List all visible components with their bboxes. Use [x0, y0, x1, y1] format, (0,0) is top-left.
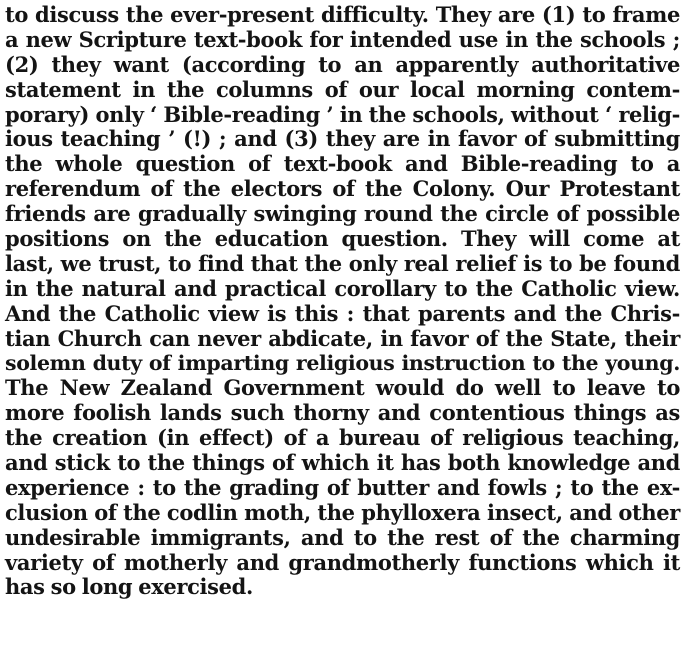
text-line: the whole question of text-book and Bible-reading to a: [5, 151, 680, 177]
text-line: friends are gradually swinging round the circle of possible: [5, 201, 680, 227]
text-line: the creation (in effect) of a bureau of religious teaching,: [5, 425, 680, 451]
text-line: tian Church can never abdicate, in favor of the State, their: [5, 325, 680, 351]
text-line: And the Catholic view is this : that parents and the Chris-: [5, 300, 680, 326]
text-line: variety of motherly and grandmotherly functions which it: [5, 549, 680, 575]
text-line: a new Scripture text-book for intended use in the schools ;: [5, 26, 680, 52]
text-line: porary) only ‘ Bible-reading ’ in the schools, without ‘ relig-: [5, 101, 680, 127]
text-line: has so long exercised.: [5, 574, 253, 600]
text-line: experience : to the grading of butter and fowls ; to the ex-: [5, 474, 680, 500]
text-line: more foolish lands such thorny and contentious things as: [5, 400, 680, 426]
text-line: statement in the columns of our local morning contem-: [5, 76, 680, 102]
text-line: referendum of the electors of the Colony. Our Protestant: [5, 176, 680, 202]
text-line: ious teaching ’ (!) ; and (3) they are in favor of submitting: [5, 126, 680, 152]
text-line: (2) they want (according to an apparently authoritative: [5, 51, 680, 77]
text-line: and stick to the things of which it has both knowledge and: [5, 450, 680, 476]
text-line: solemn duty of imparting religious instruction to the young.: [5, 351, 680, 376]
text-line: The New Zealand Government would do well to leave to: [5, 375, 680, 401]
text-line: last, we trust, to find that the only real relief is to be found: [5, 250, 680, 276]
text-line: in the natural and practical corollary to the Catholic view.: [5, 275, 680, 301]
text-line: positions on the education question. They will come at: [5, 226, 680, 252]
text-line: to discuss the ever-present difficulty. They are (1) to frame: [5, 2, 680, 27]
article-text: [5, 3, 680, 600]
text-line: undesirable immigrants, and to the rest of the charming: [5, 524, 680, 550]
text-line: clusion of the codlin moth, the phylloxera insect, and other: [5, 499, 680, 525]
